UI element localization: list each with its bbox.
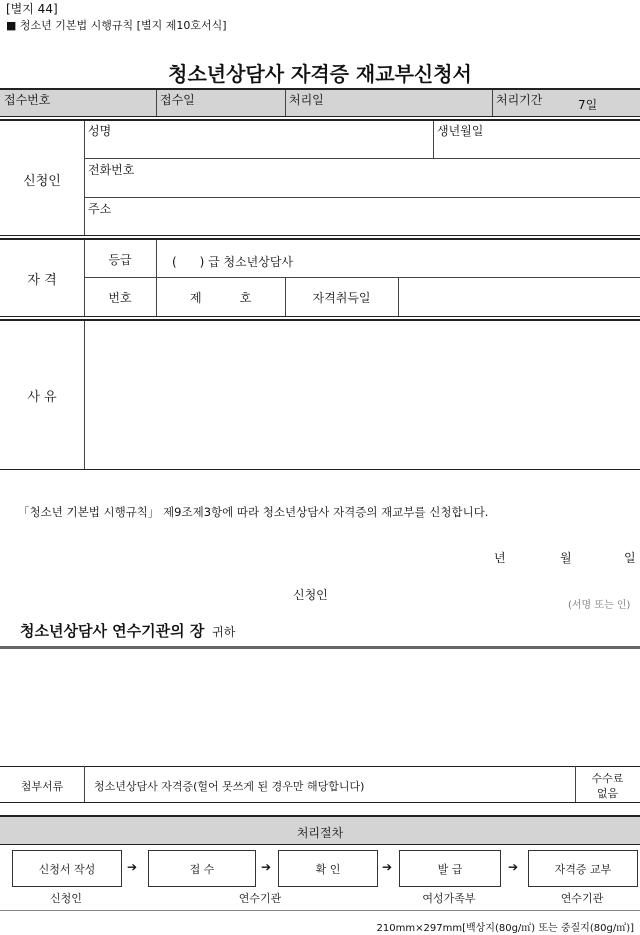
rule-reference-text: 청소년 기본법 시행규칙 [별지 제10호서식] [19, 19, 227, 32]
addressee-suffix: 귀하 [212, 625, 236, 639]
applicant-name-label: 성명 [88, 124, 112, 138]
page-title: 청소년상담사 자격증 재교부신청서 [168, 62, 472, 86]
procedure-title: 처리절차 [296, 826, 344, 840]
number-label: 번호 [108, 291, 132, 305]
process-period-value: 7일 [578, 98, 598, 112]
grade-label: 등급 [108, 253, 132, 267]
step-4-actor: 여성가족부 [422, 892, 476, 905]
step-3-actor: 연수기관 [238, 892, 282, 905]
applicant-phone-label: 전화번호 [88, 163, 135, 177]
qualification-section-label: 자 격 [27, 273, 57, 288]
arrow-right-icon: ➔ [261, 860, 272, 874]
applicant-section-label: 신청인 [23, 174, 61, 189]
fee-value: 없음 [596, 787, 619, 800]
rule-reference [6, 17, 227, 33]
signature-applicant-label: 신청인 [293, 588, 328, 602]
arrow-right-icon: ➔ [127, 860, 138, 874]
applicant-birth-label: 생년월일 [437, 124, 484, 138]
step-2-box: 접 수 [148, 850, 256, 887]
square-bullet-icon: ■ [6, 19, 17, 32]
form-number: [별지 44] [6, 2, 58, 16]
date-month-label: 월 [560, 551, 572, 565]
acquired-date-label: 자격취득일 [312, 291, 371, 305]
process-date-label: 처리일 [289, 93, 324, 107]
process-period-label: 처리기간 [496, 93, 543, 107]
attachments-content: 청소년상담사 자격증(헐어 못쓰게 된 경우만 해당합니다) [94, 780, 365, 793]
step-5-actor: 연수기관 [560, 892, 604, 905]
arrow-right-icon: ➔ [382, 860, 393, 874]
number-value: 제 호 [190, 291, 252, 305]
signature-hint: (서명 또는 인) [568, 600, 631, 611]
application-statement: 「청소년 기본법 시행규칙」 제9조제3항에 따라 청소년상담사 자격증의 재교부를 신청합니다. [18, 505, 489, 519]
step-5-box: 자격증 교부 [528, 850, 638, 887]
receipt-number-label: 접수번호 [4, 93, 51, 107]
arrow-right-icon: ➔ [508, 860, 519, 874]
step-4-box: 발 급 [399, 850, 501, 887]
step-3-box: 확 인 [278, 850, 378, 887]
date-year-label: 년 [494, 551, 506, 565]
addressee-main: 청소년상담사 연수기관의 장 [20, 622, 205, 640]
grade-value: ( ) 급 청소년상담사 [172, 255, 294, 269]
attachments-label: 첨부서류 [20, 780, 64, 793]
applicant-address-label: 주소 [88, 202, 112, 216]
fee-label: 수수료 [591, 772, 624, 785]
step-1-box: 신청서 작성 [12, 850, 122, 887]
reason-section-label: 사 유 [27, 390, 57, 405]
date-day-label: 일 [624, 551, 636, 565]
paper-spec-footer: 210mm×297mm[백상지(80g/㎡) 또는 중질지(80g/㎡)] [376, 923, 634, 934]
receipt-date-label: 접수일 [160, 93, 195, 107]
addressee [20, 620, 235, 641]
step-1-actor: 신청인 [50, 892, 82, 905]
